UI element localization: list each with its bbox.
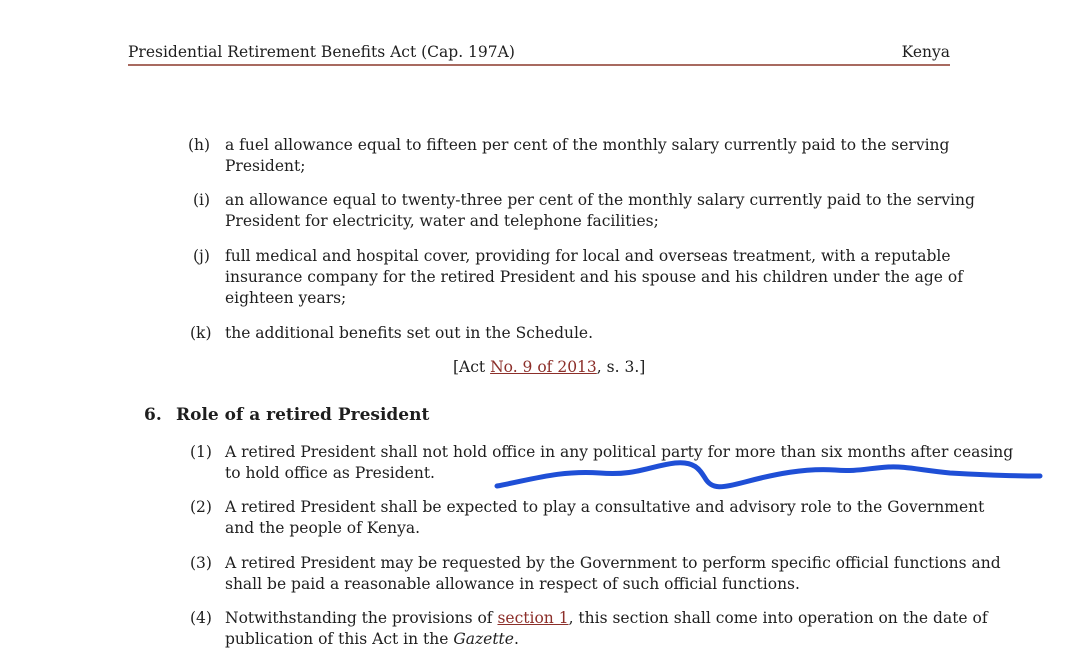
gazette-italic: Gazette	[453, 630, 514, 648]
text-line: President;	[225, 157, 306, 175]
text-line: to hold office as President.	[225, 464, 435, 482]
item-text	[225, 135, 955, 177]
text-line	[225, 629, 955, 650]
text-line: President for electricity, water and telephone facilities;	[225, 212, 659, 230]
citation-prefix: [Act	[453, 358, 491, 376]
page-header	[128, 40, 950, 66]
item-label: (4)	[190, 609, 212, 627]
item-label: (h)	[188, 136, 211, 154]
item-label: (2)	[190, 498, 212, 516]
text-line: and the people of Kenya.	[225, 519, 421, 537]
item-text	[225, 608, 988, 650]
item-label: (1)	[190, 443, 212, 461]
country-label: Kenya	[901, 43, 950, 61]
citation-suffix: , s. 3.]	[596, 358, 646, 376]
text-fragment: publication of this Act in the	[225, 630, 454, 648]
item-label: (k)	[190, 324, 212, 342]
text-line: shall be paid a reasonable allowance in respect of such official functions.	[225, 575, 800, 593]
item-text	[225, 442, 1014, 484]
item-text	[225, 323, 955, 344]
text-line	[225, 608, 988, 629]
text-fragment: .	[513, 630, 519, 648]
item-label: (i)	[193, 191, 211, 209]
section-link[interactable]: section 1	[497, 609, 569, 627]
item-label: (3)	[190, 554, 212, 572]
item-label: (j)	[193, 247, 210, 265]
text-fragment: , this section shall come into operation on the date of	[568, 609, 988, 627]
act-title: Presidential Retirement Benefits Act (Cap. 197A)	[128, 43, 515, 61]
section-heading	[144, 403, 429, 427]
item-text	[225, 246, 963, 309]
text-line: full medical and hospital cover, providing for local and overseas treatment, with a reputable	[225, 247, 951, 265]
section-number: 6.	[144, 405, 162, 425]
item-text	[225, 190, 975, 232]
item-text	[225, 553, 1001, 595]
text-line: a fuel allowance equal to fifteen per cent of the monthly salary currently paid to the serving	[225, 136, 950, 154]
text-line: insurance company for the retired President and his spouse and his children under the age of	[225, 268, 963, 286]
text-line: an allowance equal to twenty-three per cent of the monthly salary currently paid to the serving	[225, 191, 975, 209]
text-line: A retired President shall be expected to play a consultative and advisory role to the Government	[225, 498, 985, 516]
section-title: Role of a retired President	[176, 405, 430, 425]
text-line: A retired President shall not hold office in any political party for more than six months after ceasing	[225, 443, 1014, 461]
item-text	[225, 497, 985, 539]
text-fragment: Notwithstanding the provisions of	[225, 609, 498, 627]
text-line: eighteen years;	[225, 289, 347, 307]
act-link[interactable]: No. 9 of 2013	[490, 358, 597, 376]
text-line: the additional benefits set out in the Schedule.	[225, 324, 594, 342]
text-line: A retired President may be requested by the Government to perform specific official functions and	[225, 554, 1001, 572]
